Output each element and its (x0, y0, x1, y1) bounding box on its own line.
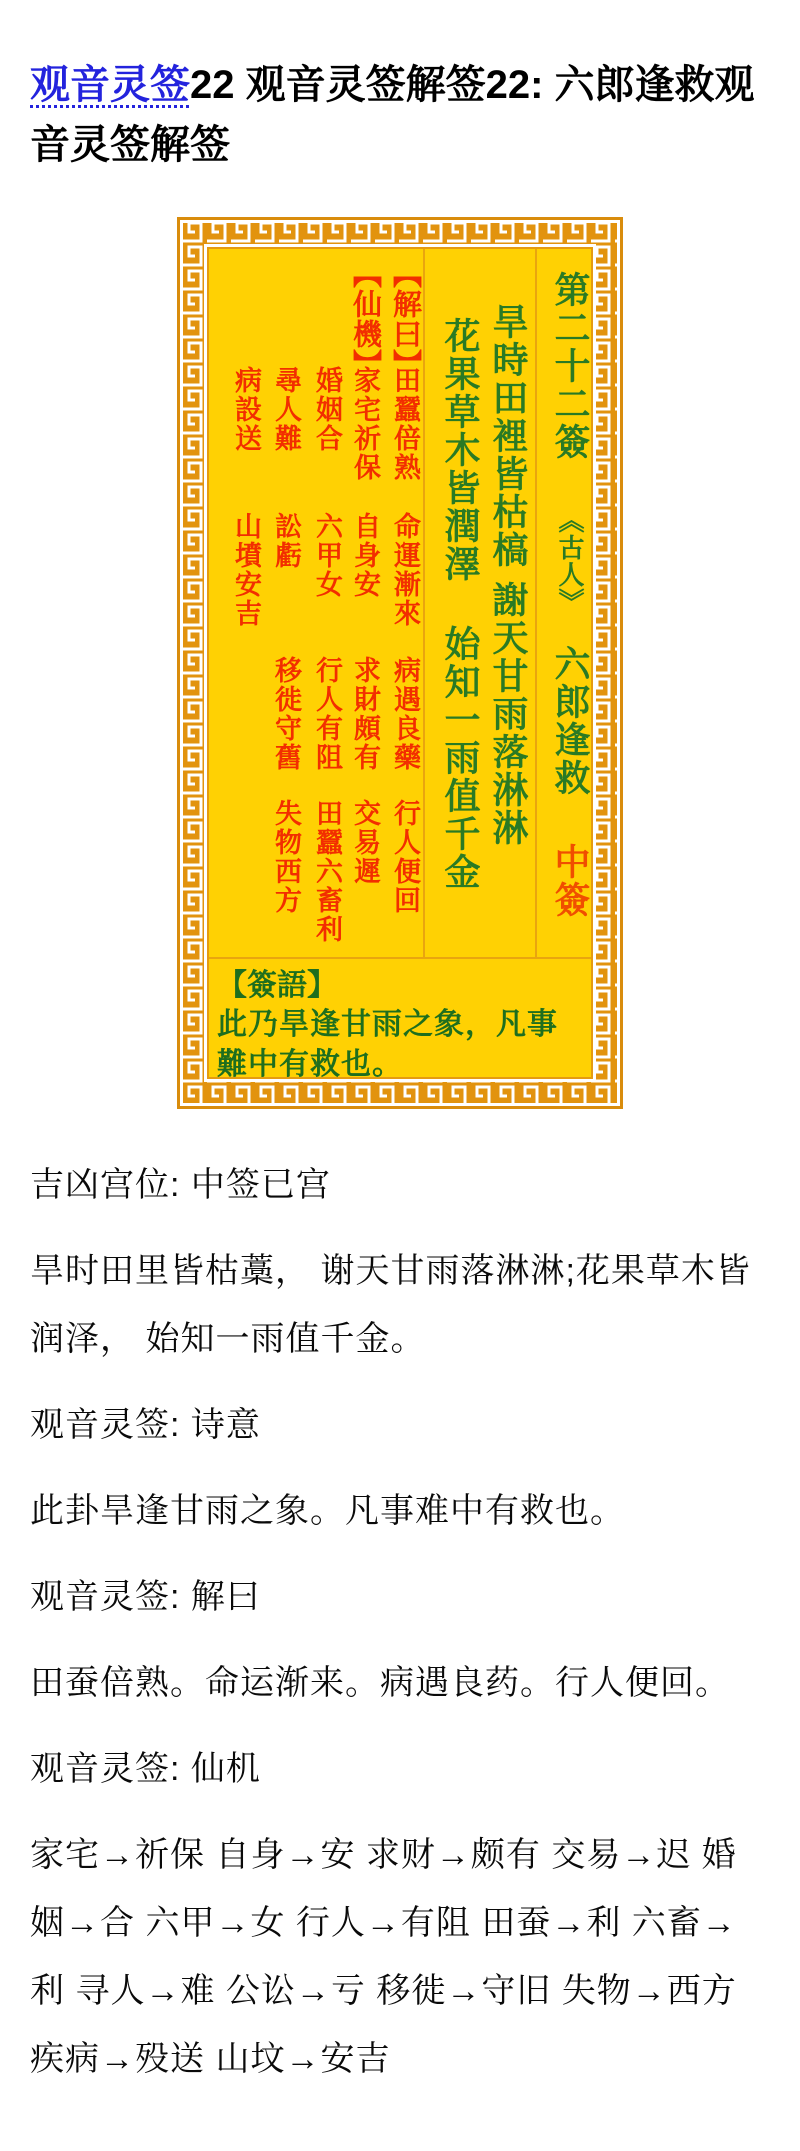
card-footer (209, 959, 591, 1081)
xianji-phrase: 家宅祈保 (350, 365, 380, 482)
grid-phrase: 訟虧 (271, 511, 301, 570)
grid-phrase: 山墳安吉 (231, 511, 261, 628)
paragraph-gongwei: 吉凶宫位: 中签已宫 (30, 1165, 331, 1204)
grid-phrase: 失物西方 (271, 798, 301, 915)
paragraph-poem: 旱时田里皆枯藁， 谢天甘雨落淋淋;花果草木皆润泽， 始知一雨值千金。 (30, 1251, 751, 1358)
xianji-phrase: 自身安 (350, 511, 380, 599)
card-footer-text: 此乃旱逢甘雨之象，凡事難中有救也。 (217, 1007, 558, 1081)
paragraph-jieyue: 田蚕倍熟。命运渐来。病遇良药。行人便回。 (30, 1663, 730, 1702)
jie-header: 【解曰】 (389, 258, 421, 379)
page-title (0, 27, 800, 175)
xianji-header: 【仙機】 (349, 258, 381, 379)
sign-grade: 中簽 (550, 842, 591, 919)
poem-line-2: 謝天甘雨落淋淋 (488, 580, 529, 847)
heading-shiyi: 观音灵签: 诗意 (30, 1405, 261, 1444)
grid-phrase: 移徙守舊 (271, 655, 301, 772)
poem-line-3: 花果草木皆潤澤 (440, 316, 481, 583)
jie-phrase: 行人便回 (390, 798, 420, 915)
xianji-phrase: 交易遲 (350, 798, 380, 886)
card-divider-vertical (535, 249, 537, 957)
sign-card (177, 217, 623, 1109)
grid-phrase: 行人有阻 (312, 655, 342, 772)
jie-phrase: 田蠶倍熟 (390, 365, 420, 482)
paragraph-xianji: 家宅→祈保 自身→安 求财→颇有 交易→迟 婚姻→合 六甲→女 行人→有阻 田蚕→利 六畜→利 寻人→难 公讼→亏 移徙→守旧 失物→西方 疾病→殁送 山坟→安吉 (30, 1835, 737, 2078)
article-body (0, 1109, 800, 2151)
grid-phrase: 六甲女 (312, 511, 342, 599)
grid-phrase: 婚姻合 (312, 365, 342, 453)
xianji-phrase: 求財頗有 (350, 655, 380, 772)
grid-phrase: 田蠶六畜利 (312, 798, 342, 944)
title-link[interactable]: 观音灵签 (30, 62, 190, 107)
grid-phrase: 病設送 (231, 365, 261, 453)
title-rest: 22 观音灵签解签22: 六郎逢救观音灵签解签 (30, 62, 755, 167)
sign-name: 六郎逢救 (550, 644, 591, 797)
jie-phrase: 命運漸來 (390, 511, 420, 628)
jie-phrase: 病遇良藥 (390, 655, 420, 772)
paragraph-shiyi: 此卦旱逢甘雨之象。凡事难中有救也。 (30, 1491, 625, 1530)
card-inner (207, 247, 593, 1079)
grid-phrase: 尋人難 (271, 365, 301, 453)
card-footer-header: 【簽語】 (217, 968, 337, 1002)
poem-line-1: 旱時田裡皆枯槁 (488, 302, 529, 569)
poem-line-4: 始知一雨值千金 (440, 624, 481, 891)
heading-jieyue: 观音灵签: 解曰 (30, 1577, 261, 1616)
sign-number: 第二十二簽 (550, 270, 591, 461)
heading-xianji: 观音灵签: 仙机 (30, 1749, 261, 1788)
sign-category: 《古人》 (555, 506, 585, 615)
